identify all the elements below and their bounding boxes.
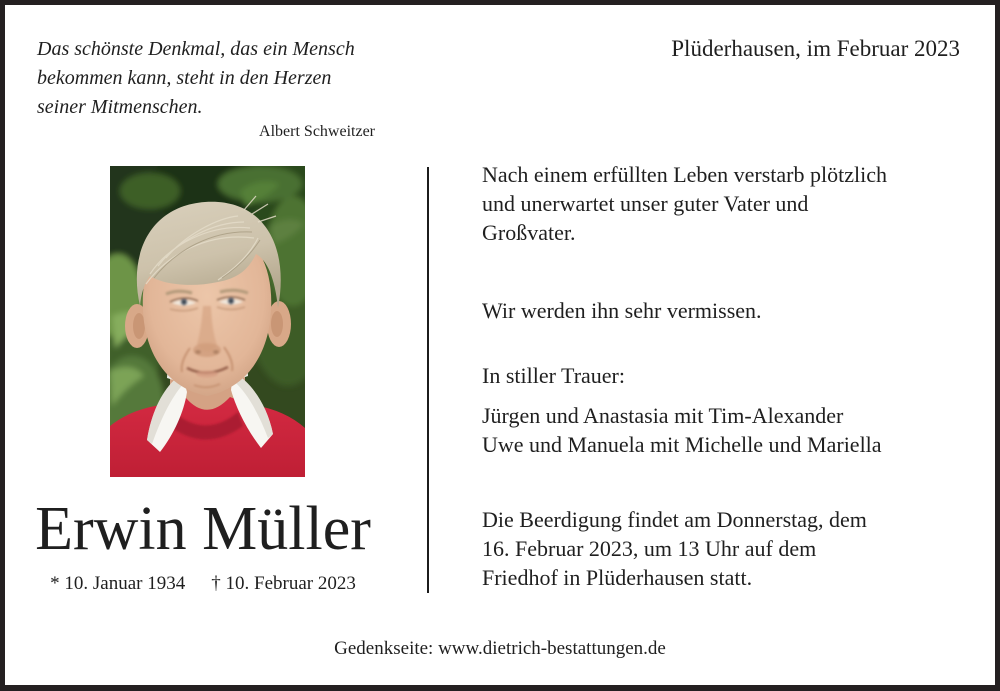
mourners-list <box>482 401 977 459</box>
memorial-site-text: Gedenkseite: www.dietrich-bestattungen.de <box>334 638 666 659</box>
announcement-line: Nach einem erfüllten Leben verstarb plötzlich <box>482 162 887 187</box>
funeral-info <box>482 505 977 592</box>
birth-date: * 10. Januar 1934 <box>50 573 186 594</box>
announcement-line: Großvater. <box>482 220 576 245</box>
funeral-line: Friedhof in Plüderhausen statt. <box>482 565 753 590</box>
announcement-column <box>482 160 977 592</box>
column-divider <box>427 167 429 593</box>
announcement-line: und unerwartet unser guter Vater und <box>482 191 809 216</box>
mourner-line: Uwe und Manuela mit Michelle und Mariella <box>482 432 882 457</box>
quote-line: seiner Mitmenschen. <box>37 96 203 118</box>
funeral-line: Die Beerdigung findet am Donnerstag, dem <box>482 507 867 532</box>
mourner-line: Jürgen und Anastasia mit Tim-Alexander <box>482 403 844 428</box>
place-dateline: Plüderhausen, im Februar 2023 <box>671 36 960 61</box>
portrait-photo <box>110 166 305 477</box>
farewell-text: Wir werden ihn sehr vermissen. <box>482 298 762 323</box>
death-date: † 10. Februar 2023 <box>211 573 356 594</box>
life-dates <box>33 572 373 596</box>
mourning-intro: In stiller Trauer: <box>482 363 625 388</box>
quote-line: bekommen kann, steht in den Herzen <box>37 67 332 89</box>
announcement-text <box>482 160 977 247</box>
deceased-name: Erwin Müller <box>35 495 371 563</box>
quote-block <box>37 35 377 142</box>
quote-line: Das schönste Denkmal, das ein Mensch <box>37 38 355 60</box>
quote-attribution: Albert Schweitzer <box>259 123 375 140</box>
portrait-illustration <box>110 166 305 477</box>
funeral-line: 16. Februar 2023, um 13 Uhr auf dem <box>482 536 817 561</box>
